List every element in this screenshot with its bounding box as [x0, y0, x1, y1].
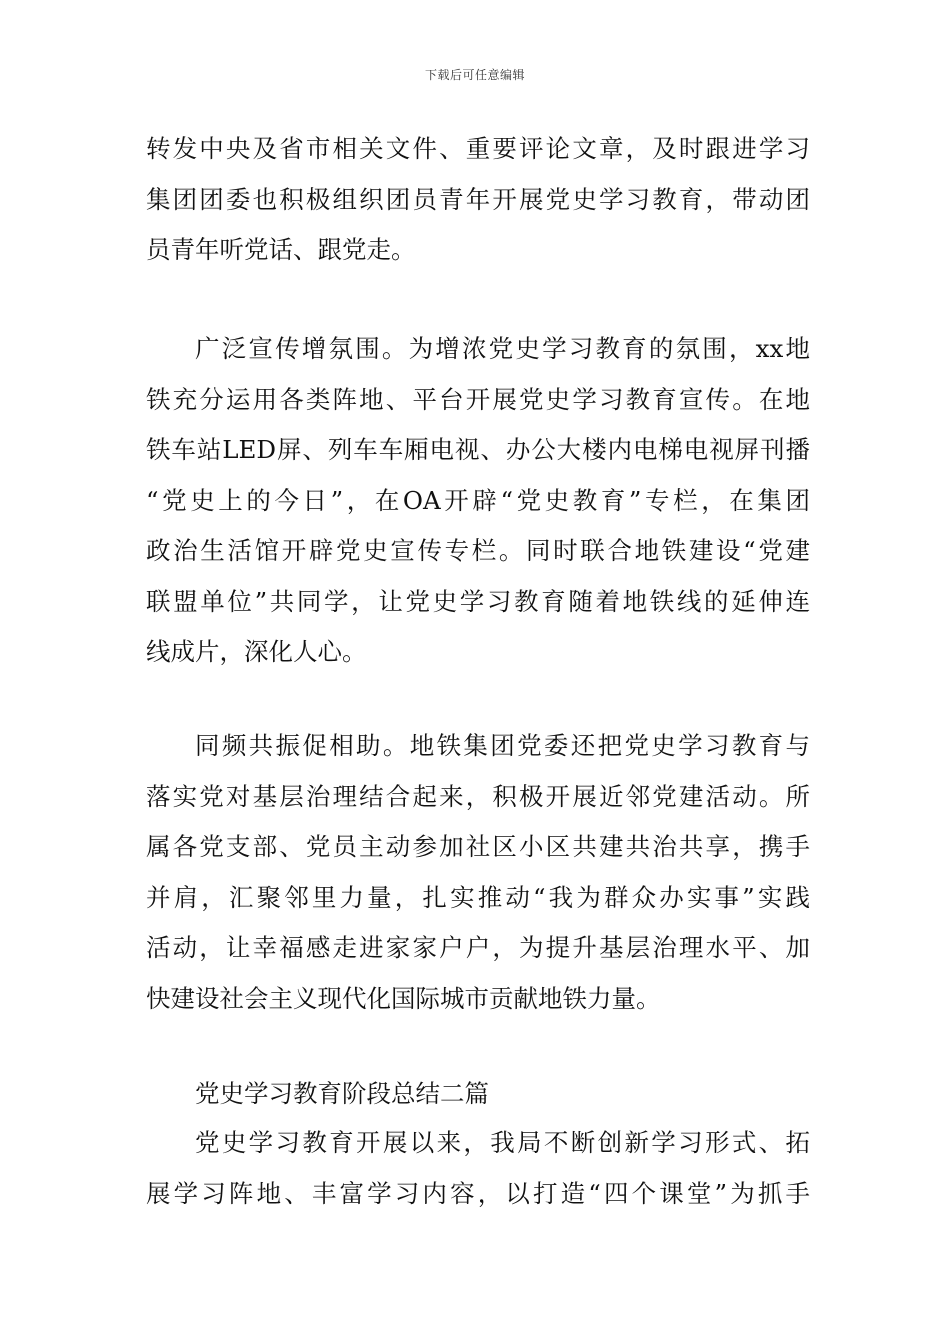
text-line: 政治生活馆开辟党史宣传专栏。同时联合地铁建设“党建: [146, 536, 810, 565]
text-line: 活动，让幸福感走进家家户户，为提升基层治理水平、加: [146, 933, 810, 962]
text-line: “党史上的今日”，在OA开辟“党史教育”专栏，在集团: [146, 485, 810, 515]
paragraph-1: [146, 124, 810, 276]
section-heading: [146, 1069, 810, 1120]
text-line: 属各党支部、党员主动参加社区小区共建共治共享，携手: [146, 832, 810, 861]
page-header: 下载后可任意编辑: [424, 68, 525, 82]
text-line: 并肩，汇聚邻里力量，扎实推动“我为群众办实事”实践: [146, 882, 810, 912]
text-line: 展学习阵地、丰富学习内容，以打造“四个课堂”为抓手: [146, 1178, 810, 1208]
text-line: 落实党对基层治理结合起来，积极开展近邻党建活动。所: [146, 781, 810, 811]
text-line: 转发中央及省市相关文件、重要评论文章，及时跟进学习: [146, 134, 810, 163]
text-line: 铁充分运用各类阵地、平台开展党史学习教育宣传。在地: [146, 384, 810, 414]
text-line: 同频共振促相助。地铁集团党委还把党史学习教育与: [195, 731, 810, 760]
text-line: 铁车站LED屏、列车车厢电视、办公大楼内电梯电视屏刊播: [146, 435, 810, 464]
text-line: 广泛宣传增氛围。为增浓党史学习教育的氛围，xx地: [195, 334, 810, 363]
text-line: 集团团委也积极组织团员青年开展党史学习教育，带动团: [146, 184, 810, 214]
paragraph-3: [146, 721, 810, 1024]
text-line: 线成片，深化人心。: [146, 637, 367, 666]
text-line: 联盟单位”共同学，让党史学习教育随着地铁线的延伸连: [146, 586, 810, 616]
text-line: 快建设社会主义现代化国际城市贡献地铁力量。: [146, 983, 661, 1013]
section-heading-text: 党史学习教育阶段总结二篇: [195, 1079, 489, 1108]
text-line: 员青年听党话、跟党走。: [146, 235, 416, 264]
paragraph-4: [146, 1118, 810, 1219]
paragraph-2: [146, 324, 810, 678]
text-line: 党史学习教育开展以来，我局不断创新学习形式、拓: [195, 1128, 810, 1157]
